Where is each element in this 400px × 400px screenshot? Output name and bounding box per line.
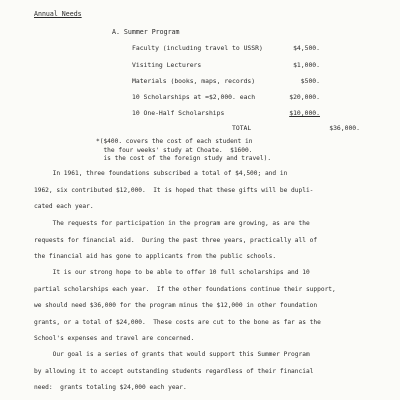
budget-label: Visiting Lecturers [132, 61, 202, 69]
budget-label: 10 Scholarships at ≈$2,000. each [132, 93, 256, 101]
budget-amount: $1,000. [293, 61, 320, 69]
budget-amount: $20,000. [289, 93, 320, 101]
budget-row [132, 93, 320, 103]
budget-row [132, 44, 320, 54]
total-label: TOTAL [232, 124, 252, 132]
paragraph: Our goal is a series of grants that would support this Summer Program by allowing it to accept outstanding students regardless of their financial need: grants totaling $24,000 each year. [34, 351, 314, 391]
budget-row [132, 61, 320, 71]
budget-label: Materials (books, maps, records) [132, 77, 256, 85]
section-title: A. Summer Program [112, 28, 180, 36]
budget-amount: $500. [300, 77, 320, 85]
footnote: *($400. covers the cost of each student in the four weeks' study at Choate. $1600. is the cost of the foreign study and travel). [96, 138, 272, 163]
budget-amount: $10,000. [289, 109, 320, 117]
paragraph: In 1961, three foundations subscribed a total of $4,500; and in 1962, six contributed $12,000. It is hoped that these gifts will be dupli- cated each year. [34, 170, 314, 210]
page-heading: Annual Needs [34, 10, 82, 18]
paragraph: The requests for participation in the program are growing, as are the requests for financial aid. During the past three years, practically all of the financial aid has gone to applicants from the public schools. [34, 220, 318, 260]
budget-row [132, 77, 320, 87]
budget-label: Faculty (including travel to USSR) [132, 44, 263, 52]
budget-amount: $4,500. [293, 44, 320, 52]
paragraph: It is our strong hope to be able to offer 10 full scholarships and 10 partial scholarships each year. If the other foundations continue their support, we should need $36,000 for the program minus the $12,000 in other foundation grants, or a total of $24,000. These costs are cut to the bone as far as the School's expenses and travel are concerned. [34, 269, 336, 342]
total-amount: $36,000. [329, 124, 360, 132]
budget-label: 10 One-Half Scholarships [132, 109, 225, 117]
budget-row [132, 109, 320, 119]
